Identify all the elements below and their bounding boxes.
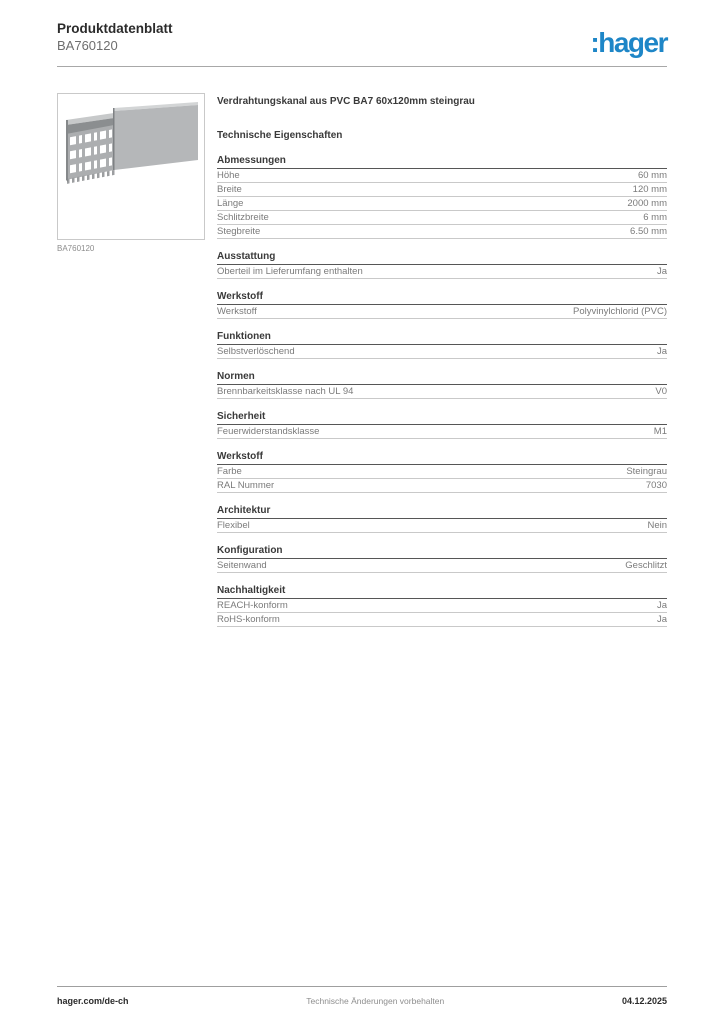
spec-label: Oberteil im Lieferumfang enthalten bbox=[217, 266, 363, 277]
spec-value: 120 mm bbox=[632, 184, 667, 195]
spec-rows bbox=[217, 265, 667, 279]
hager-logo: :hager bbox=[590, 27, 667, 58]
spec-section-heading: Werkstoff bbox=[217, 451, 667, 465]
spec-rows bbox=[217, 599, 667, 627]
spec-label: Farbe bbox=[217, 466, 242, 477]
technical-properties-heading: Technische Eigenschaften bbox=[217, 130, 343, 141]
spec-value: 2000 mm bbox=[627, 198, 667, 209]
spec-section bbox=[217, 371, 667, 399]
spec-value: Ja bbox=[656, 266, 667, 277]
spec-label: Höhe bbox=[217, 170, 240, 181]
spec-section-heading: Konfiguration bbox=[217, 545, 667, 559]
spec-value: Ja bbox=[656, 346, 667, 357]
spec-row bbox=[217, 197, 667, 211]
spec-value: 7030 bbox=[645, 480, 667, 491]
spec-row bbox=[217, 479, 667, 493]
footer bbox=[57, 996, 667, 1006]
product-image-frame bbox=[57, 93, 205, 240]
spec-label: Flexibel bbox=[217, 520, 250, 531]
spec-row bbox=[217, 211, 667, 225]
spec-label: Länge bbox=[217, 198, 244, 209]
spec-section bbox=[217, 505, 667, 533]
product-image-caption: BA760120 bbox=[57, 244, 95, 253]
header-divider bbox=[57, 66, 667, 67]
spec-label: RoHS-konform bbox=[217, 614, 280, 625]
spec-value: M1 bbox=[653, 426, 667, 437]
spec-sections bbox=[217, 155, 667, 627]
spec-row bbox=[217, 599, 667, 613]
spec-value: Geschlitzt bbox=[625, 560, 667, 571]
spec-label: Werkstoff bbox=[217, 306, 257, 317]
spec-row bbox=[217, 265, 667, 279]
spec-value: 6 mm bbox=[643, 212, 667, 223]
spec-rows bbox=[217, 425, 667, 439]
spec-value: Polyvinylchlorid (PVC) bbox=[573, 306, 667, 317]
spec-value: Ja bbox=[656, 614, 667, 625]
footer-disclaimer: Technische Änderungen vorbehalten bbox=[306, 996, 445, 1006]
spec-row bbox=[217, 345, 667, 359]
spec-rows bbox=[217, 169, 667, 239]
spec-rows bbox=[217, 385, 667, 399]
page-title: Produktdatenblatt bbox=[57, 21, 173, 36]
spec-label: RAL Nummer bbox=[217, 480, 275, 491]
product-reference: BA760120 bbox=[57, 38, 118, 53]
spec-row bbox=[217, 425, 667, 439]
spec-section bbox=[217, 545, 667, 573]
spec-value: 60 mm bbox=[637, 170, 667, 181]
spec-label: Brennbarkeitsklasse nach UL 94 bbox=[217, 386, 354, 397]
spec-row bbox=[217, 305, 667, 319]
spec-row bbox=[217, 183, 667, 197]
spec-section-heading: Normen bbox=[217, 371, 667, 385]
spec-label: Selbstverlöschend bbox=[217, 346, 295, 357]
spec-section bbox=[217, 411, 667, 439]
spec-label: Seitenwand bbox=[217, 560, 267, 571]
spec-section bbox=[217, 451, 667, 493]
spec-section-heading: Sicherheit bbox=[217, 411, 667, 425]
spec-row bbox=[217, 559, 667, 573]
spec-value: Nein bbox=[647, 520, 667, 531]
spec-row bbox=[217, 225, 667, 239]
spec-content bbox=[217, 96, 667, 639]
spec-label: Schlitzbreite bbox=[217, 212, 269, 223]
spec-label: Stegbreite bbox=[217, 226, 261, 237]
spec-section-heading: Funktionen bbox=[217, 331, 667, 345]
spec-value: Steingrau bbox=[626, 466, 667, 477]
spec-section bbox=[217, 155, 667, 239]
spec-row bbox=[217, 519, 667, 533]
spec-rows bbox=[217, 305, 667, 319]
spec-section bbox=[217, 291, 667, 319]
spec-rows bbox=[217, 519, 667, 533]
spec-rows bbox=[217, 345, 667, 359]
spec-label: Breite bbox=[217, 184, 242, 195]
spec-row bbox=[217, 385, 667, 399]
spec-section-heading: Nachhaltigkeit bbox=[217, 585, 667, 599]
spec-section-heading: Abmessungen bbox=[217, 155, 667, 169]
spec-section bbox=[217, 251, 667, 279]
spec-section-heading: Ausstattung bbox=[217, 251, 667, 265]
spec-label: Feuerwiderstandsklasse bbox=[217, 426, 320, 437]
spec-value: 6.50 mm bbox=[630, 226, 667, 237]
spec-section bbox=[217, 331, 667, 359]
footer-date: 04.12.2025 bbox=[621, 996, 667, 1006]
spec-row bbox=[217, 169, 667, 183]
spec-section-heading: Architektur bbox=[217, 505, 667, 519]
spec-rows bbox=[217, 465, 667, 493]
footer-website-link[interactable]: hager.com/de-ch bbox=[57, 996, 129, 1006]
product-image bbox=[58, 94, 204, 239]
spec-section-heading: Werkstoff bbox=[217, 291, 667, 305]
spec-label: REACH-konform bbox=[217, 600, 288, 611]
spec-section bbox=[217, 585, 667, 627]
footer-divider bbox=[57, 986, 667, 987]
spec-value: V0 bbox=[655, 386, 667, 397]
spec-row bbox=[217, 613, 667, 627]
product-title: Verdrahtungskanal aus PVC BA7 60x120mm steingrau bbox=[217, 96, 475, 107]
spec-rows bbox=[217, 559, 667, 573]
spec-row bbox=[217, 465, 667, 479]
spec-value: Ja bbox=[656, 600, 667, 611]
